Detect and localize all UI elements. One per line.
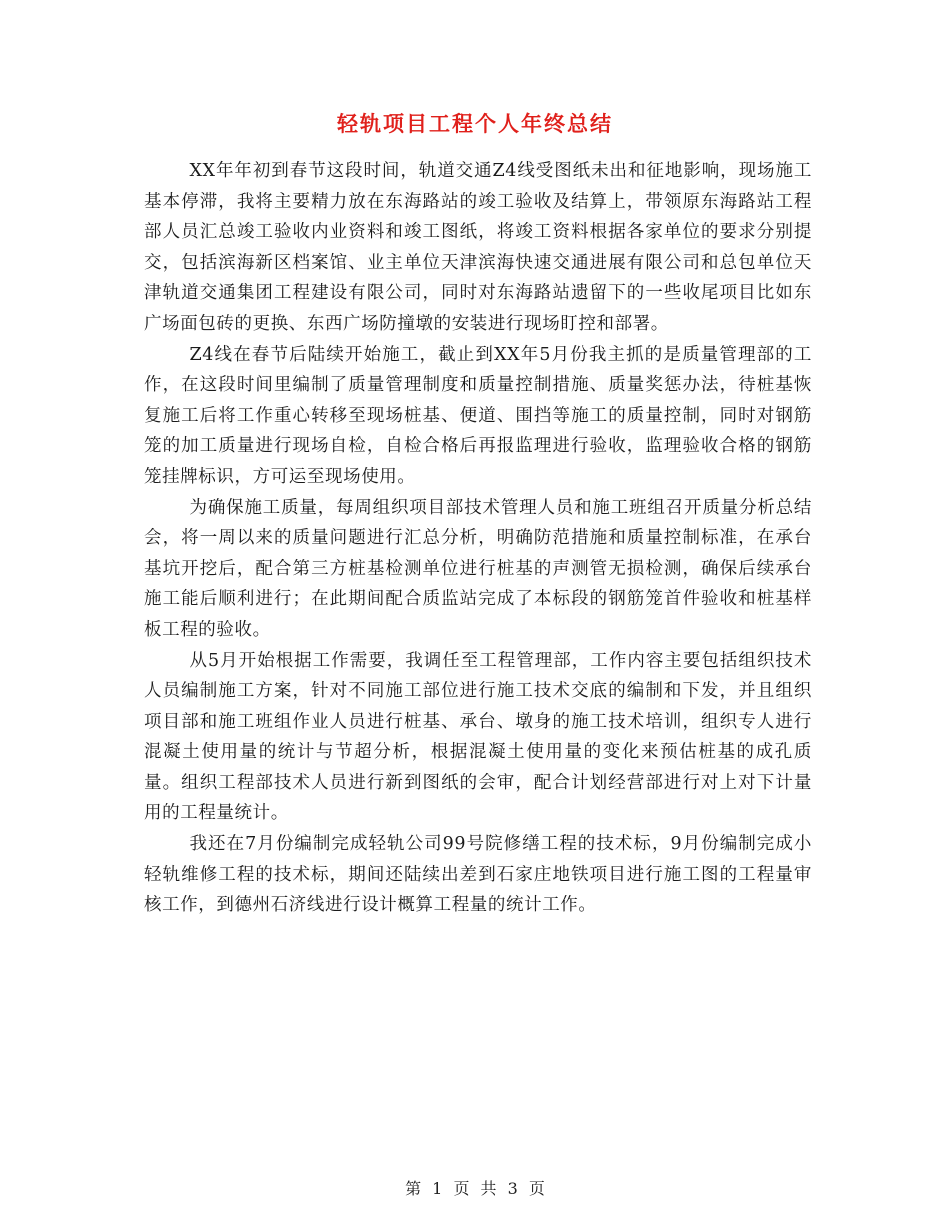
document-title: 轻轨项目工程个人年终总结 (337, 111, 613, 136)
page-number-footer: 第 1 页 共 3 页 (405, 1179, 545, 1198)
paragraph-4: 从5月开始根据工作需要，我调任至工程管理部，工作内容主要包括组织技术人员编制施工方案，针对不同施工部位进行施工技术交底的编制和下发，并且组织项目部和施工班组作业人员进行桩基、承台、墩身的施工技术培训，组织专人进行混凝土使用量的统计与节超分析，根据混凝土使用量的变化来预估桩基的成孔质量。组织工程部技术人员进行新到图纸的会审，配合计划经营部进行对上对下计量用的工程量统计。 (144, 650, 812, 824)
document-body (144, 156, 812, 921)
paragraph-5: 我还在7月份编制完成轻轨公司99号院修缮工程的技术标，9月份编制完成小轻轨维修工程的技术标，期间还陆续出差到石家庄地铁项目进行施工图的工程量审核工作，到德州石济线进行设计概算工程量的统计工作。 (144, 834, 812, 916)
paragraph-1: XX年年初到春节这段时间，轨道交通Z4线受图纸未出和征地影响，现场施工基本停滞，我将主要精力放在东海路站的竣工验收及结算上，带领原东海路站工程部人员汇总竣工验收内业资料和竣工图纸，将竣工资料根据各家单位的要求分别提交，包括滨海新区档案馆、业主单位天津滨海快速交通进展有限公司和总包单位天津轨道交通集团工程建设有限公司，同时对东海路站遗留下的一些收尾项目比如东广场面包砖的更换、东西广场防撞墩的安装进行现场盯控和部署。 (144, 161, 812, 334)
paragraph-2: Z4线在春节后陆续开始施工，截止到XX年5月份我主抓的是质量管理部的工作，在这段时间里编制了质量管理制度和质量控制措施、质量奖惩办法，待桩基恢复施工后将工作重心转移至现场桩基、便道、围挡等施工的质量控制，同时对钢筋笼的加工质量进行现场自检，自检合格后再报监理进行验收，监理验收合格的钢筋笼挂牌标识，方可运至现场使用。 (144, 344, 812, 487)
paragraph-3: 为确保施工质量，每周组织项目部技术管理人员和施工班组召开质量分析总结会，将一周以来的质量问题进行汇总分析，明确防范措施和质量控制标准，在承台基坑开挖后，配合第三方桩基检测单位进行桩基的声测管无损检测，确保后续承台施工能后顺利进行；在此期间配合质监站完成了本标段的钢筋笼首件验收和桩基样板工程的验收。 (144, 497, 812, 640)
